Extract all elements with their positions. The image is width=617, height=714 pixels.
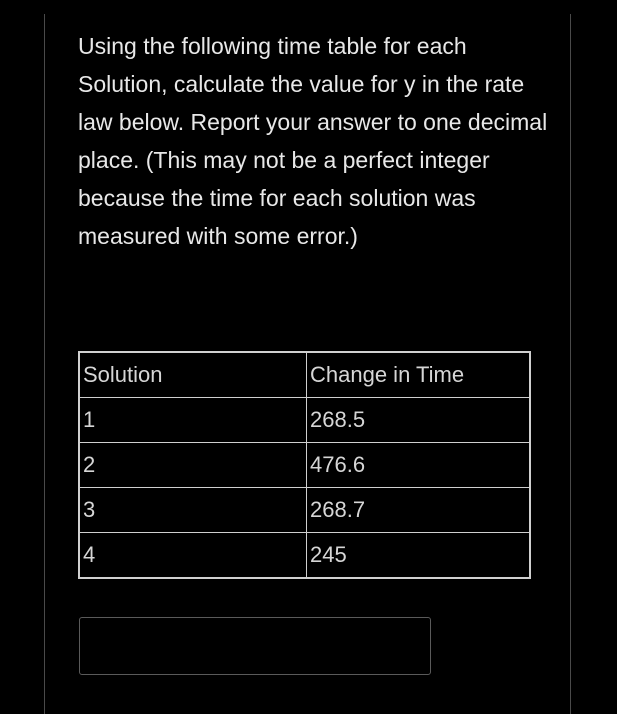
table-row <box>79 533 530 579</box>
cell-time: 245 <box>307 533 531 579</box>
table-row <box>79 398 530 443</box>
question-text: Using the following time table for each Solution, calculate the value for y in the rate law below. Report your answer to one decimal place. (This may not be a perfect integer because the time for each solution was measured with some error.) <box>78 33 548 249</box>
cell-solution: 2 <box>79 443 307 488</box>
table-header-row <box>79 352 530 398</box>
time-table <box>78 351 531 579</box>
header-change-in-time: Change in Time <box>307 352 531 398</box>
cell-time: 476.6 <box>307 443 531 488</box>
cell-solution: 4 <box>79 533 307 579</box>
table-row <box>79 488 530 533</box>
cell-time: 268.5 <box>307 398 531 443</box>
cell-solution: 3 <box>79 488 307 533</box>
answer-input[interactable] <box>79 617 431 675</box>
cell-time: 268.7 <box>307 488 531 533</box>
header-solution: Solution <box>79 352 307 398</box>
table-row <box>79 443 530 488</box>
cell-solution: 1 <box>79 398 307 443</box>
